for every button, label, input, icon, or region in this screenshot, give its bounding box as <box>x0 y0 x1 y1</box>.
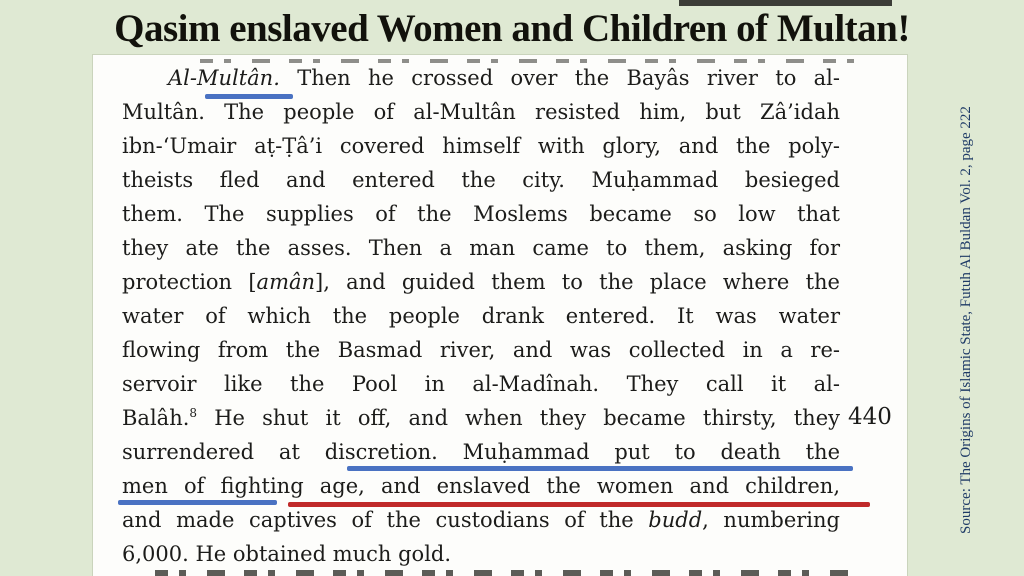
text-segment: ], and guided them to the place where the <box>315 270 840 294</box>
text-segment: ibn-‘Umair aṭ-Ṭâ’i covered himself with glory, and the poly- <box>122 134 840 158</box>
text-segment: budd <box>648 508 703 532</box>
scanned-text-line <box>122 503 840 537</box>
text-segment: they ate the asses. Then a man came to them, asking for <box>122 236 840 260</box>
scanned-text-line <box>122 469 840 503</box>
text-segment: Then he crossed over the Bayâs river to al- <box>279 66 840 90</box>
text-segment: He shut it off, and when they became thirsty, they <box>197 406 840 430</box>
book-page-number: 440 <box>848 404 892 430</box>
text-segment: Al-Multân. <box>168 66 280 90</box>
slide-title: Qasim enslaved Women and Children of Multan! <box>114 7 910 50</box>
text-segment: protection [ <box>122 270 257 294</box>
scanned-text-line <box>122 129 840 163</box>
text-segment: amân <box>256 270 316 294</box>
scanned-text-line <box>122 61 840 95</box>
scanned-text-line <box>122 95 840 129</box>
scanned-text-block <box>122 61 840 571</box>
scanned-text-line <box>122 231 840 265</box>
text-segment: them. The supplies of the Moslems became so low that <box>122 202 840 226</box>
text-segment: , numbering <box>702 508 840 532</box>
text-segment: men of fighting age, and enslaved the women and children, <box>122 474 840 498</box>
scanned-text-line <box>122 367 840 401</box>
scanned-text-line <box>122 333 840 367</box>
blue-underline-men-of-fighting-age <box>118 500 277 505</box>
text-segment: surrendered at discretion. Muḥammad put to death the <box>122 440 840 464</box>
scanned-text-line <box>122 401 840 435</box>
scanned-text-line <box>122 299 840 333</box>
scanned-text-line <box>122 537 840 571</box>
scanned-text-line <box>122 163 840 197</box>
scanned-book-page <box>93 55 907 576</box>
blue-underline-put-to-death <box>347 466 853 471</box>
blue-underline-al-multan <box>205 94 293 99</box>
text-segment: flowing from the Basmad river, and was collected in a re- <box>122 338 840 362</box>
text-segment: Balâh. <box>122 406 190 430</box>
cut-off-text-fragments-bottom <box>155 570 855 576</box>
source-citation-vertical: Source: The Origins of Islamic State, Futuh Al Buldan Vol. 2, page 222 <box>958 106 974 534</box>
scanned-text-line <box>122 265 840 299</box>
text-segment: water of which the people drank entered. It was water <box>122 304 840 328</box>
text-segment: Multân. The people of al-Multân resisted him, but Zâ’idah <box>122 100 840 124</box>
red-underline-enslaved-women-children <box>288 502 870 507</box>
text-segment: servoir like the Pool in al-Madînah. They call it al- <box>122 372 840 396</box>
text-segment: theists fled and entered the city. Muḥammad besieged <box>122 168 840 192</box>
text-segment: and made captives of the custodians of the <box>122 508 649 532</box>
text-segment: 6,000. He obtained much gold. <box>122 542 452 566</box>
text-segment: 8 <box>189 406 198 420</box>
scanned-text-line <box>122 197 840 231</box>
scanned-text-line <box>122 435 840 469</box>
